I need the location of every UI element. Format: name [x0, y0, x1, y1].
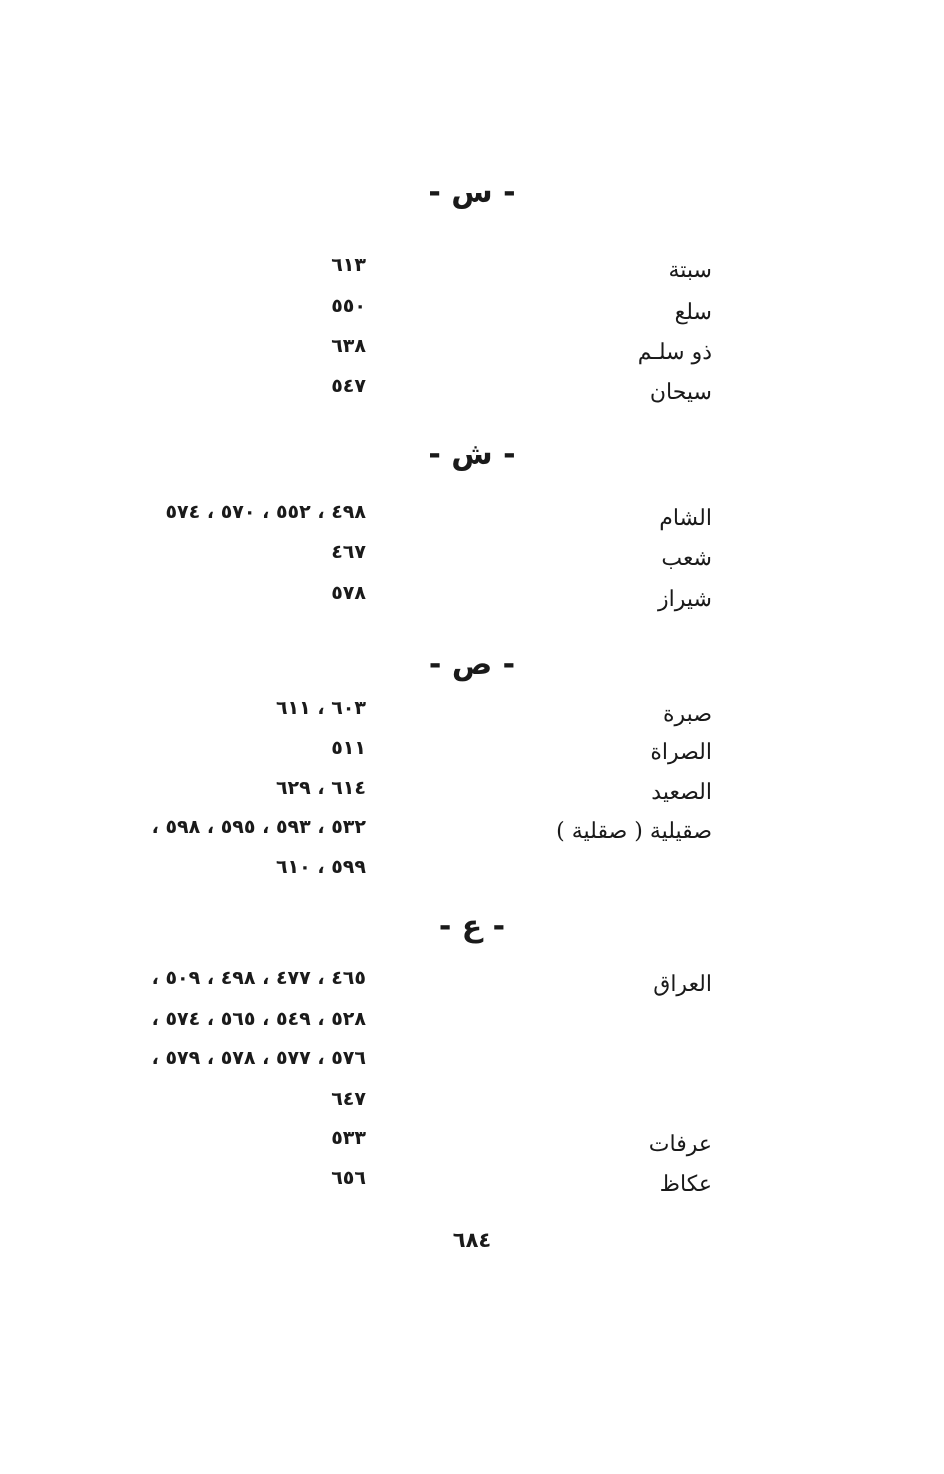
index-entry-pages: ٦٠٣ ، ٦١١	[275, 697, 366, 719]
index-entry-name: سبتة	[668, 258, 712, 283]
index-entry-pages: ٥٧٨	[331, 582, 366, 604]
index-entry-pages: ٦١٤ ، ٦٢٩	[275, 777, 366, 799]
index-entry-pages: ٤٦٧	[331, 541, 366, 563]
index-entry-pages-continued: ٥٩٩ ، ٦١٠	[275, 856, 366, 878]
index-entry-pages: ٥٥٠	[331, 295, 366, 317]
index-entry-pages-continued: ٥٧٦ ، ٥٧٧ ، ٥٧٨ ، ٥٧٩ ،	[151, 1047, 366, 1069]
page-number: ٦٨٤	[452, 1228, 492, 1252]
index-entry-name: صقيلية ( صقلية )	[556, 819, 712, 844]
section-heading-shin: - ش -	[428, 437, 516, 472]
section-heading-sin: - س -	[428, 175, 516, 210]
index-entry-pages: ٦٣٨	[331, 335, 366, 357]
index-entry-name: شعب	[661, 546, 712, 571]
index-entry-pages: ٥٤٧	[331, 375, 366, 397]
index-entry-name: الصعيد	[651, 780, 712, 805]
index-entry-pages: ٥٣٢ ، ٥٩٣ ، ٥٩٥ ، ٥٩٨ ،	[151, 816, 366, 838]
index-entry-name: عكاظ	[659, 1172, 712, 1197]
index-entry-name: عرفات	[648, 1132, 712, 1157]
section-heading-sad: - ص -	[428, 647, 516, 682]
index-entry-pages: ٥١١	[331, 737, 366, 759]
section-heading-ain: - ع -	[438, 909, 506, 944]
index-entry-name: الشام	[659, 506, 712, 531]
index-entry-name: العراق	[653, 972, 712, 997]
index-entry-name: الصراة	[650, 740, 712, 765]
index-entry-name: ذو سلـم	[637, 340, 712, 365]
index-entry-name: شيراز	[658, 587, 712, 612]
index-entry-pages-continued: ٥٢٨ ، ٥٤٩ ، ٥٦٥ ، ٥٧٤ ،	[151, 1008, 366, 1030]
index-entry-name: سيحان	[649, 380, 712, 405]
index-entry-pages: ٥٣٣	[331, 1127, 366, 1149]
index-entry-pages: ٦١٣	[331, 254, 366, 276]
index-entry-pages: ٤٩٨ ، ٥٥٢ ، ٥٧٠ ، ٥٧٤	[165, 501, 366, 523]
index-entry-name: صبرة	[663, 702, 712, 727]
index-entry-name: سلع	[674, 300, 712, 325]
index-entry-pages: ٤٦٥ ، ٤٧٧ ، ٤٩٨ ، ٥٠٩ ،	[151, 967, 366, 989]
index-entry-pages-continued: ٦٤٧	[331, 1088, 366, 1110]
index-entry-pages: ٦٥٦	[331, 1167, 366, 1189]
